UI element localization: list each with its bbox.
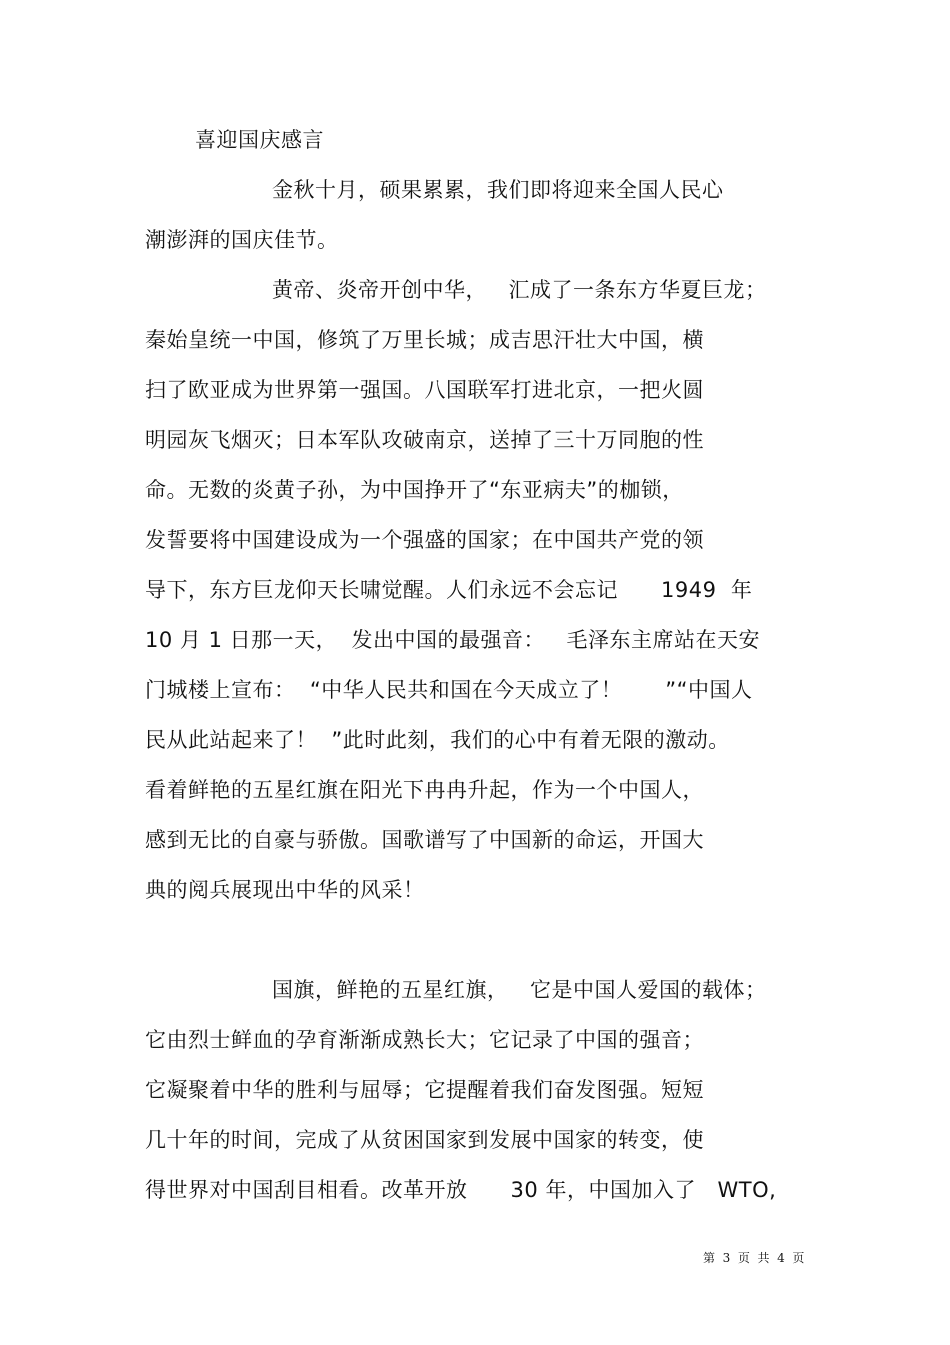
- paragraph-line: 几十年的时间，完成了从贫困国家到发展中国家的转变，使: [145, 1128, 704, 1152]
- paragraph-line: 得世界对中国刮目相看。改革开放 30 年，中国加入了 WTO,: [145, 1178, 777, 1202]
- page-number-footer: 第 3 页 共 4 页: [703, 1251, 805, 1265]
- paragraph-line: 发誓要将中国建设成为一个强盛的国家；在中国共产党的领: [145, 528, 704, 552]
- paragraph-line: 秦始皇统一中国，修筑了万里长城；成吉思汗壮大中国，横: [145, 328, 704, 352]
- paragraph-line: 扫了欧亚成为世界第一强国。八国联军打进北京，一把火圆: [145, 378, 704, 402]
- paragraph-line: 民从此站起来了！ ”此时此刻，我们的心中有着无限的激动。: [145, 728, 730, 752]
- paragraph-line: 门城楼上宣布： “中华人民共和国在今天成立了！ ”“中国人: [145, 678, 753, 702]
- paragraph-line: 金秋十月，硕果累累，我们即将迎来全国人民心: [272, 178, 724, 202]
- paragraph-line: 明园灰飞烟灭；日本军队攻破南京，送掉了三十万同胞的性: [145, 428, 704, 452]
- paragraph-line: 看着鲜艳的五星红旗在阳光下冉冉升起，作为一个中国人，: [145, 778, 704, 802]
- paragraph-line: 感到无比的自豪与骄傲。国歌谱写了中国新的命运，开国大: [145, 828, 704, 852]
- document-title: 喜迎国庆感言: [195, 128, 324, 152]
- paragraph-line: 它由烈士鲜血的孕育渐渐成熟长大；它记录了中国的强音；: [145, 1028, 704, 1052]
- paragraph-line: 导下，东方巨龙仰天长啸觉醒。人们永远不会忘记 1949 年: [145, 578, 753, 602]
- paragraph-line: 国旗，鲜艳的五星红旗， 它是中国人爱国的载体；: [272, 978, 767, 1002]
- paragraph-line: 命。无数的炎黄子孙，为中国挣开了“东亚病夫”的枷锁，: [145, 478, 684, 502]
- paragraph-line: 10 月 1 日那一天， 发出中国的最强音： 毛泽东主席站在天安: [145, 628, 760, 652]
- paragraph-line: 黄帝、炎帝开创中华， 汇成了一条东方华夏巨龙；: [272, 278, 767, 302]
- paragraph-line: 它凝聚着中华的胜利与屈辱；它提醒着我们奋发图强。短短: [145, 1078, 704, 1102]
- paragraph-line: 典的阅兵展现出中华的风采！: [145, 878, 425, 902]
- paragraph-line: 潮澎湃的国庆佳节。: [145, 228, 339, 252]
